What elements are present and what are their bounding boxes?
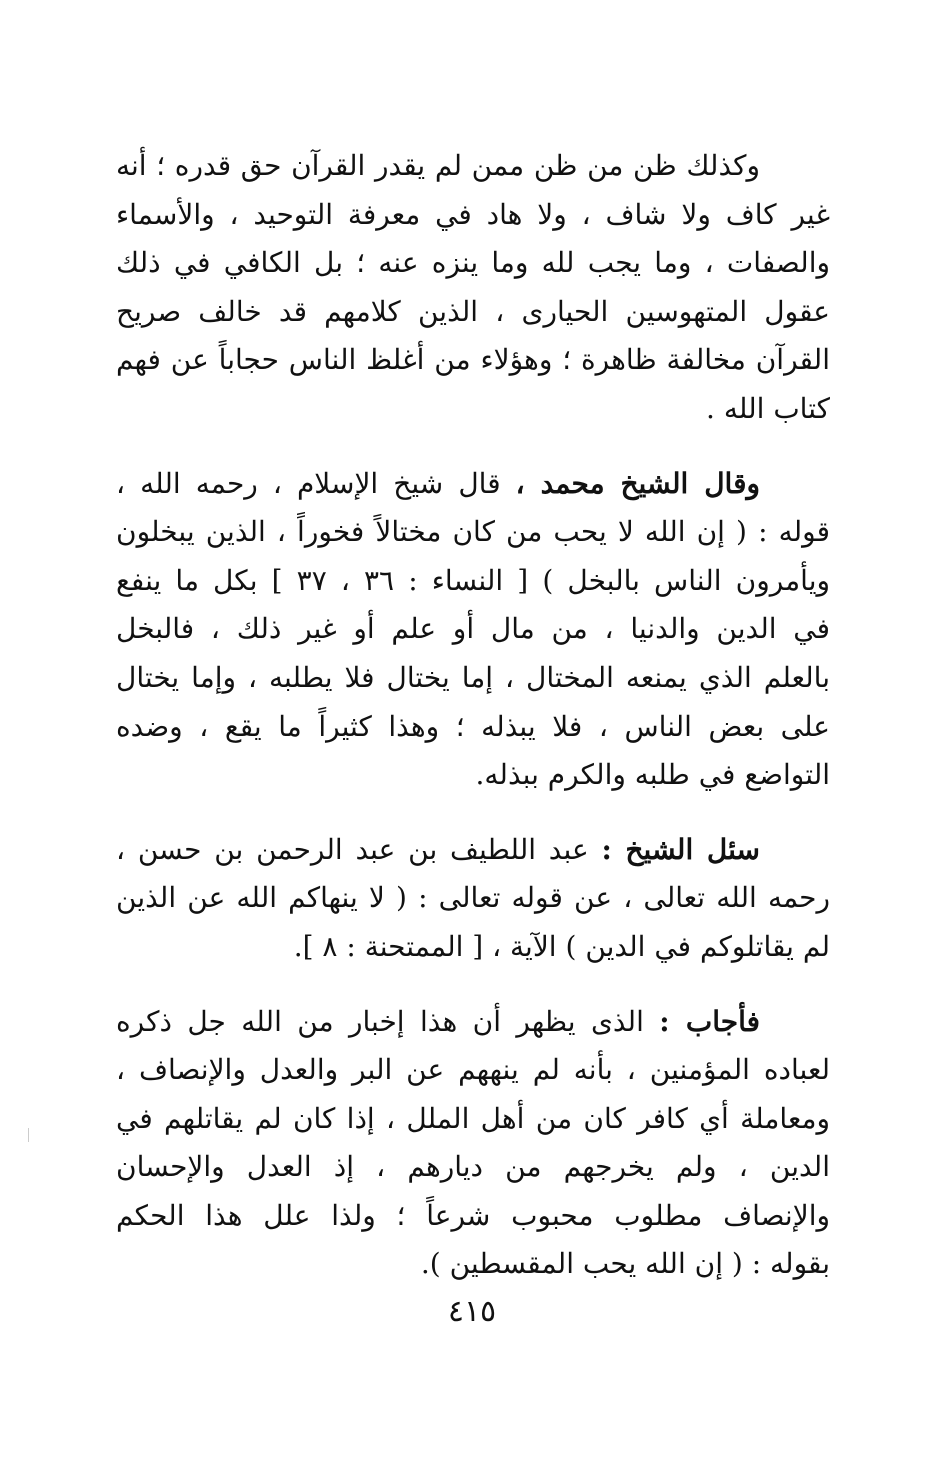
text-line: قال شيخ الإسلام ، رحمه الله ،	[116, 466, 516, 500]
text-line: لعباده المؤمنين ، بأنه لم ينههم عن البر والعدل والإنصاف ،	[116, 1053, 830, 1087]
text-line: القرآن مخالفة ظاهرة ؛ وهؤلاء من أغلظ الناس حجاباً عن فهم	[116, 343, 830, 377]
text-line: في الدين والدنيا ، من مال أو علم أو غير ذلك ، فالبخل	[116, 612, 830, 646]
text-line: بالعلم الذي يمنعه المختال ، إما يختال فلا يطلبه ، وإما يختال	[116, 660, 830, 694]
text-line: على بعض الناس ، فلا يبذله ؛ وهذا كثيراً ما يقع ، وضده	[116, 709, 830, 743]
text-line: عبد اللطيف بن عبد الرحمن بن حسن ،	[116, 832, 602, 866]
paragraph-4	[116, 998, 830, 1290]
paragraph-lead: سئل الشيخ :	[601, 832, 760, 866]
text-line-with-lead	[116, 460, 830, 509]
text-line: غير كاف ولا شاف ، ولا هاد في معرفة التوحيد ، والأسماء	[116, 197, 830, 231]
paragraph-lead: وقال الشيخ محمد ،	[515, 466, 760, 500]
text-line: وكذلك ظن من ظن ممن لم يقدر القرآن حق قدره ؛ أنه	[116, 149, 760, 182]
paragraph-lead: فأجاب :	[659, 1004, 760, 1038]
text-line: عقول المتهوسين الحيارى ، الذين كلامهم قد خالف صريح	[116, 294, 830, 328]
paragraph-2	[116, 460, 830, 800]
paragraph-1	[116, 142, 830, 434]
text-line: كتاب الله .	[706, 391, 830, 425]
text-line: الدين ، ولم يخرجهم من ديارهم ، إذ العدل والإحسان	[116, 1150, 830, 1184]
text-line: ويأمرون الناس بالبخل ) [ النساء : ٣٦ ، ٣٧ ] بكل ما ينفع	[116, 563, 831, 597]
margin-mark	[28, 1128, 29, 1142]
page-number: ٤١٥	[447, 1294, 497, 1329]
text-line: التواضع في طلبه والكرم ببذله.	[475, 758, 830, 792]
text-line: رحمه الله تعالى ، عن قوله تعالى : ( لا ينهاكم الله عن الذين	[116, 881, 830, 915]
text-line: والإنصاف مطلوب محبوب شرعاً ؛ ولذا علل هذا الحكم	[116, 1198, 830, 1232]
text-line: ومعاملة أي كافر كان من أهل الملل ، إذا كان لم يقاتلهم في	[116, 1101, 830, 1135]
text-line: والصفات ، وما يجب لله وما ينزه عنه ؛ بل الكافي في ذلك	[116, 246, 830, 280]
text-line: بقوله : ( إن الله يحب المقسطين ).	[420, 1247, 830, 1281]
text-line-with-lead	[116, 998, 830, 1047]
paragraph-3	[116, 826, 830, 972]
page-body	[116, 142, 830, 1289]
text-line: الذى يظهر أن هذا إخبار من الله جل ذكره	[116, 1004, 660, 1038]
text-line: لم يقاتلوكم في الدين ) الآية ، [ الممتحنة : ٨ ].	[293, 929, 830, 963]
text-line-with-lead	[116, 826, 830, 875]
text-line: قوله : ( إن الله لا يحب من كان مختالاً فخوراً ، الذين يبخلون	[116, 515, 830, 549]
